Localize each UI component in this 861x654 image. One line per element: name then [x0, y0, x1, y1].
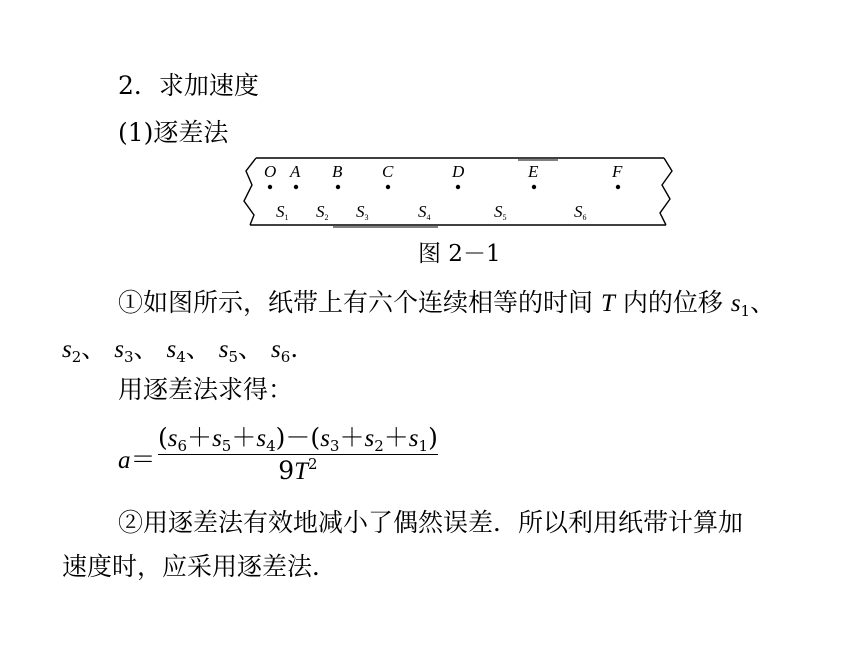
tape-segment-label-1: S1: [276, 202, 289, 222]
formula-lhs: a: [118, 447, 131, 474]
tape-point-label-A: A: [290, 162, 301, 181]
tape-dot-B: [336, 185, 340, 189]
tape-dot-O: [268, 185, 272, 189]
figure-caption: 图 2－1: [418, 241, 501, 267]
tape-point-label-D: D: [452, 162, 465, 181]
tape-dot-A: [294, 185, 298, 189]
tape-point-label-E: E: [528, 162, 539, 181]
tape-segment-label-4: S4: [418, 202, 431, 222]
paragraph-3-line-2: 速度时，应采用逐差法．: [62, 552, 338, 581]
paragraph-1-line-2: $s_2$、 $s_3$、 $s_4$、 $s_5$、 $s_6$.: [62, 334, 299, 366]
tape-segment-label-2: S2: [316, 202, 329, 222]
tape-dot-D: [456, 185, 460, 189]
tape-dot-C: [386, 185, 390, 189]
section-heading: 2．求加速度: [118, 71, 259, 100]
formula-fraction: [158, 424, 438, 486]
tape-point-label-F: F: [612, 162, 623, 181]
paragraph-2: 用逐差法求得：: [118, 375, 294, 404]
paragraph-1-line-1: ①如图所示，纸带上有六个连续相等的时间 T 内的位移 $s_1$、: [118, 288, 776, 320]
fraction-bar: [158, 454, 438, 455]
tape-dot-E: [532, 185, 536, 189]
subsection-heading: (1)逐差法: [118, 118, 229, 147]
formula-denominator: $9T^2$: [278, 455, 318, 485]
formula-numerator: $(s_6+s_5+s_4)-(s_3+s_2+s_1)$: [158, 423, 438, 455]
tape-point-label-B: B: [332, 162, 343, 181]
tape-right-edge: [660, 158, 672, 225]
tape-segment-label-5: S5: [494, 202, 507, 222]
tape-segment-label-6: S6: [574, 202, 587, 222]
tape-left-edge: [244, 158, 256, 225]
tape-point-label-O: O: [264, 162, 277, 181]
tape-point-label-C: C: [382, 162, 394, 181]
paragraph-3-line-1: ②用逐差法有效地减小了偶然误差．所以利用纸带计算加: [118, 508, 744, 537]
tape-segment-label-3: S3: [356, 202, 369, 222]
paper-tape-figure: [238, 155, 678, 235]
tape-dot-F: [616, 185, 620, 189]
